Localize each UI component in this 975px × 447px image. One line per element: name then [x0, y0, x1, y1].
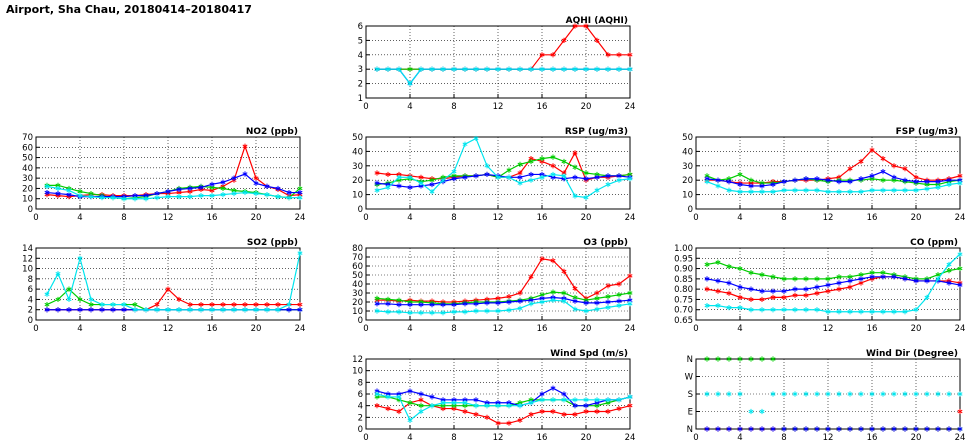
svg-text:40: 40	[352, 280, 363, 290]
svg-text:20: 20	[910, 433, 922, 443]
svg-text:N: N	[686, 425, 693, 435]
svg-text:12: 12	[492, 102, 504, 112]
svg-text:4: 4	[737, 324, 743, 334]
svg-text:12: 12	[822, 213, 834, 223]
svg-text:60: 60	[352, 262, 363, 272]
chart-title: NO2 (ppb)	[245, 127, 298, 137]
svg-text:30: 30	[352, 289, 363, 299]
svg-text:0: 0	[357, 425, 363, 435]
svg-text:16: 16	[536, 102, 548, 112]
svg-text:0: 0	[33, 213, 39, 223]
svg-text:10: 10	[22, 194, 33, 205]
chart-panel-aqhi	[336, 14, 636, 114]
svg-text:50: 50	[352, 133, 363, 143]
svg-text:12: 12	[22, 254, 33, 265]
svg-text:4: 4	[737, 433, 743, 443]
svg-text:30: 30	[352, 161, 363, 172]
chart-panel-winddir	[666, 347, 966, 445]
svg-text:20: 20	[910, 324, 922, 334]
svg-text:16: 16	[536, 433, 548, 443]
svg-text:0.70: 0.70	[674, 305, 693, 316]
svg-text:4: 4	[407, 433, 413, 443]
svg-text:0: 0	[693, 433, 699, 443]
svg-text:4: 4	[407, 213, 413, 223]
chart-panel-fsp	[666, 125, 966, 225]
svg-text:0: 0	[27, 205, 33, 215]
svg-text:10: 10	[352, 307, 363, 317]
chart-svg	[666, 347, 966, 445]
svg-text:8: 8	[121, 213, 127, 223]
svg-text:20: 20	[580, 433, 592, 443]
svg-text:10: 10	[682, 190, 693, 201]
svg-text:0: 0	[363, 324, 369, 334]
svg-text:12: 12	[352, 355, 363, 365]
svg-text:80: 80	[352, 244, 363, 254]
chart-panel-rsp	[336, 125, 636, 225]
chart-title: O3 (ppb)	[583, 238, 628, 248]
svg-text:1: 1	[357, 94, 363, 104]
svg-text:0: 0	[687, 205, 693, 215]
svg-text:40: 40	[352, 147, 363, 158]
svg-text:30: 30	[22, 174, 33, 185]
svg-text:E: E	[687, 407, 693, 418]
chart-svg	[666, 125, 966, 225]
svg-text:16: 16	[866, 324, 878, 334]
svg-text:2: 2	[27, 305, 33, 316]
svg-text:4: 4	[357, 50, 363, 61]
svg-text:12: 12	[162, 213, 174, 223]
chart-svg	[336, 125, 636, 225]
svg-text:60: 60	[22, 143, 33, 154]
svg-text:0: 0	[363, 213, 369, 223]
svg-text:20: 20	[22, 184, 33, 195]
svg-text:20: 20	[250, 213, 262, 223]
chart-title: SO2 (ppb)	[246, 238, 298, 248]
svg-text:10: 10	[352, 190, 363, 201]
svg-text:8: 8	[781, 324, 787, 334]
svg-text:8: 8	[357, 378, 363, 389]
svg-text:20: 20	[580, 213, 592, 223]
svg-text:24: 24	[954, 324, 966, 334]
svg-text:16: 16	[206, 324, 218, 334]
svg-text:16: 16	[536, 324, 548, 334]
svg-text:14: 14	[22, 244, 33, 254]
svg-text:0.80: 0.80	[674, 285, 693, 296]
svg-text:8: 8	[121, 324, 127, 334]
svg-text:24: 24	[294, 213, 306, 223]
svg-text:24: 24	[624, 102, 636, 112]
svg-text:50: 50	[352, 271, 363, 281]
page-title: Airport, Sha Chau, 20180414–20180417	[6, 3, 252, 16]
svg-text:16: 16	[206, 213, 218, 223]
svg-text:16: 16	[866, 213, 878, 223]
svg-text:0.95: 0.95	[674, 254, 693, 265]
svg-text:0.75: 0.75	[674, 295, 693, 306]
svg-text:8: 8	[781, 213, 787, 223]
svg-text:8: 8	[451, 324, 457, 334]
svg-text:16: 16	[866, 433, 878, 443]
svg-text:0.90: 0.90	[674, 264, 693, 275]
svg-text:12: 12	[162, 324, 174, 334]
svg-text:20: 20	[682, 176, 693, 187]
svg-text:2: 2	[357, 79, 363, 90]
svg-text:6: 6	[27, 285, 33, 296]
svg-text:40: 40	[682, 147, 693, 158]
svg-text:3: 3	[357, 65, 363, 76]
chart-svg	[336, 347, 636, 445]
chart-panel-so2	[6, 236, 306, 336]
svg-text:20: 20	[352, 176, 363, 187]
chart-svg	[6, 236, 306, 336]
svg-text:10: 10	[352, 366, 363, 377]
svg-text:40: 40	[22, 163, 33, 174]
svg-text:4: 4	[357, 401, 363, 412]
svg-text:50: 50	[22, 153, 33, 164]
svg-text:24: 24	[954, 213, 966, 223]
svg-text:20: 20	[580, 324, 592, 334]
svg-text:0: 0	[33, 324, 39, 334]
svg-text:4: 4	[77, 324, 83, 334]
svg-text:2: 2	[357, 413, 363, 424]
svg-text:0: 0	[363, 102, 369, 112]
svg-text:0: 0	[693, 213, 699, 223]
svg-text:20: 20	[250, 324, 262, 334]
svg-text:50: 50	[682, 133, 693, 143]
chart-svg	[6, 125, 306, 225]
chart-title: CO (ppm)	[910, 238, 958, 248]
svg-text:24: 24	[624, 433, 636, 443]
svg-text:12: 12	[492, 324, 504, 334]
chart-panel-no2	[6, 125, 306, 225]
svg-text:8: 8	[451, 213, 457, 223]
svg-text:4: 4	[407, 102, 413, 112]
svg-text:S: S	[687, 390, 693, 400]
svg-text:70: 70	[352, 253, 363, 263]
svg-text:6: 6	[357, 390, 363, 400]
svg-text:1.00: 1.00	[674, 244, 693, 254]
chart-svg	[666, 236, 966, 336]
svg-text:0: 0	[27, 316, 33, 326]
svg-text:0: 0	[357, 316, 363, 326]
chart-panel-windspd	[336, 347, 636, 445]
svg-text:20: 20	[580, 102, 592, 112]
svg-text:12: 12	[492, 213, 504, 223]
svg-text:4: 4	[407, 324, 413, 334]
svg-text:N: N	[686, 355, 693, 365]
svg-text:4: 4	[737, 213, 743, 223]
svg-text:8: 8	[27, 274, 33, 285]
svg-text:8: 8	[781, 433, 787, 443]
svg-text:10: 10	[22, 264, 33, 275]
svg-text:0: 0	[363, 433, 369, 443]
chart-title: Wind Dir (Degree)	[865, 349, 958, 359]
svg-text:W: W	[684, 372, 693, 383]
svg-text:24: 24	[294, 324, 306, 334]
svg-text:0.85: 0.85	[674, 274, 693, 285]
svg-text:0.65: 0.65	[674, 316, 693, 326]
svg-text:70: 70	[22, 133, 33, 143]
chart-svg	[336, 14, 636, 114]
svg-text:8: 8	[451, 102, 457, 112]
svg-text:6: 6	[357, 22, 363, 32]
svg-text:16: 16	[536, 213, 548, 223]
svg-text:12: 12	[492, 433, 504, 443]
chart-title: AQHI (AQHI)	[565, 16, 628, 26]
svg-text:4: 4	[77, 213, 83, 223]
svg-text:20: 20	[352, 298, 363, 308]
chart-panel-o3	[336, 236, 636, 336]
svg-text:0: 0	[357, 205, 363, 215]
chart-title: FSP (ug/m3)	[895, 127, 958, 137]
svg-text:4: 4	[27, 295, 33, 306]
chart-svg	[336, 236, 636, 336]
svg-text:0: 0	[693, 324, 699, 334]
svg-text:24: 24	[624, 213, 636, 223]
chart-title: RSP (ug/m3)	[564, 127, 628, 137]
svg-text:12: 12	[822, 324, 834, 334]
chart-title: Wind Spd (m/s)	[550, 349, 628, 359]
svg-text:30: 30	[682, 161, 693, 172]
svg-text:8: 8	[451, 433, 457, 443]
svg-text:5: 5	[357, 36, 363, 47]
svg-text:24: 24	[954, 433, 966, 443]
svg-text:24: 24	[624, 324, 636, 334]
chart-panel-co	[666, 236, 966, 336]
svg-text:12: 12	[822, 433, 834, 443]
svg-text:20: 20	[910, 213, 922, 223]
